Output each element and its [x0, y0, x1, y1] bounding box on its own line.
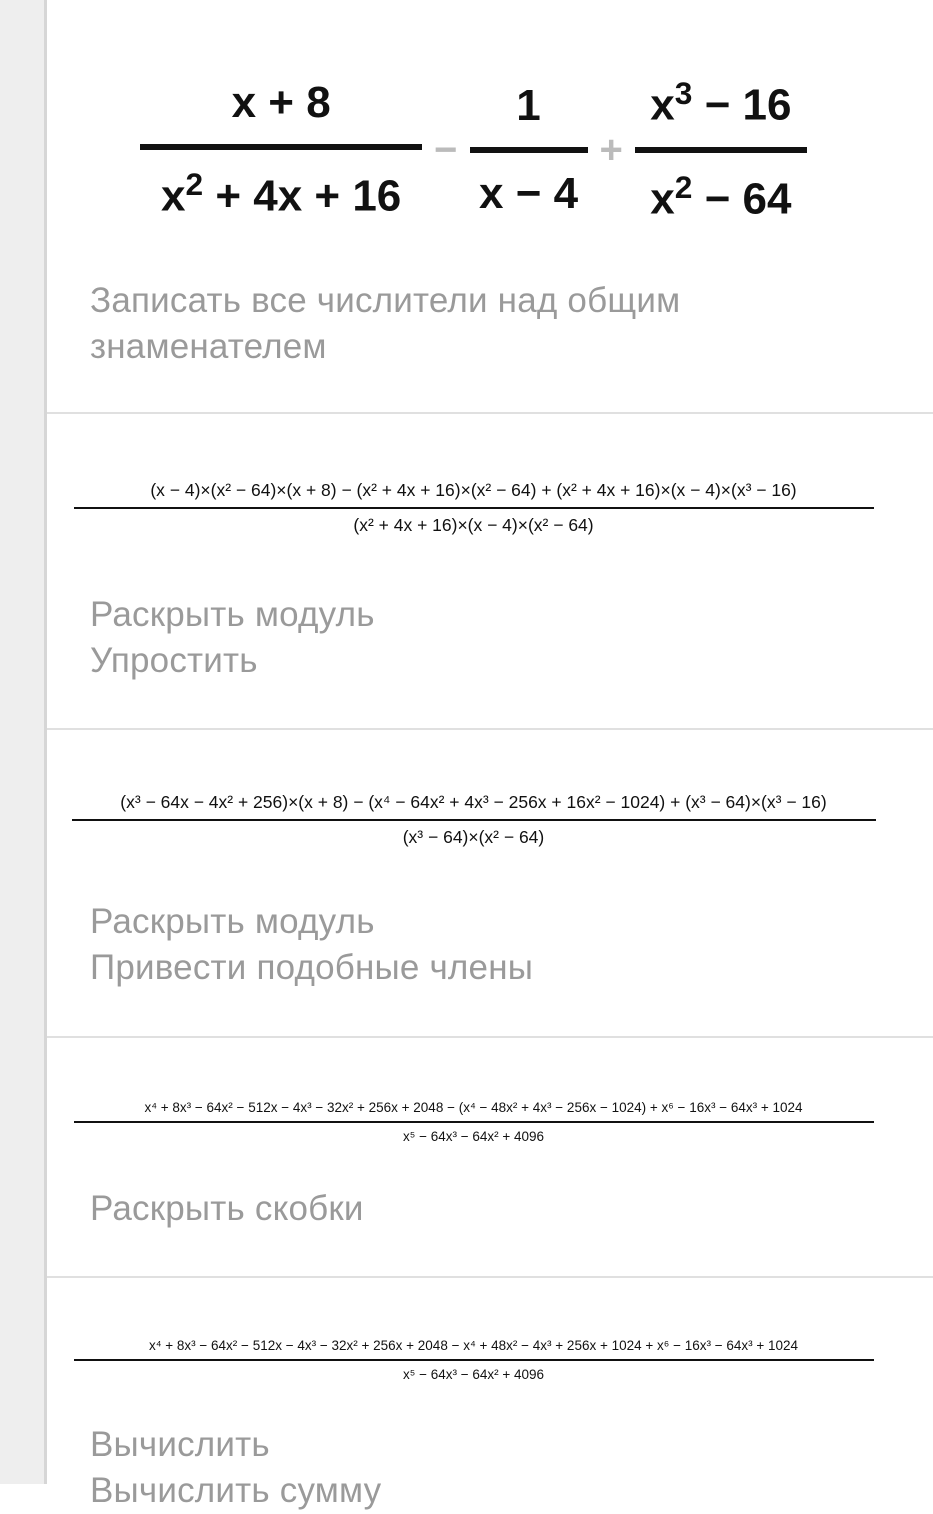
caption-line: Раскрыть скобки [90, 1189, 364, 1228]
caption-line: Раскрыть модуль [90, 902, 375, 941]
caption-line: Вычислить сумму [90, 1471, 382, 1510]
step5-caption [90, 1422, 893, 1514]
fraction-bar [470, 147, 588, 153]
fraction-denominator: x⁵ − 64x³ − 64x² + 4096 [402, 1367, 545, 1382]
caption-line: Записать все числители над общим [90, 281, 681, 320]
step2-fraction [74, 480, 874, 536]
step5-fraction [74, 1338, 874, 1382]
fraction-denominator: x − 4 [478, 169, 579, 218]
caption-line: Вычислить [90, 1425, 270, 1464]
step2-caption [90, 592, 893, 684]
step-divider [47, 1276, 933, 1278]
step1-caption [90, 278, 893, 370]
step-divider [47, 1036, 933, 1038]
fraction-denominator: (x³ − 64)×(x² − 64) [402, 827, 545, 847]
fraction-numerator: x + 8 [231, 78, 331, 128]
step3-expression [50, 770, 897, 870]
fraction-bar [74, 1121, 874, 1123]
step3-caption [90, 899, 893, 991]
fraction-bar [72, 819, 876, 821]
step-divider [47, 728, 933, 730]
plus-operator: + [599, 127, 623, 172]
step-divider [47, 412, 933, 414]
fraction-numerator: x⁴ + 8x³ − 64x² − 512x − 4x³ − 32x² + 256x + 2048 − (x⁴ − 48x² + 4x³ − 256x − 1024) + x⁶ − 16x³ − 64x³ + 1024 [144, 1100, 803, 1115]
step3-fraction [72, 792, 876, 848]
step1-fraction-2 [470, 81, 588, 219]
fraction-denominator: $x^2 - 64$ [650, 169, 792, 224]
caption-line: Привести подобные члены [90, 948, 534, 987]
step1-expression [50, 55, 897, 245]
fraction-numerator: (x³ − 64x − 4x² + 256)×(x + 8) − (x⁴ − 64x² + 4x³ − 256x + 16x² − 1024) + (x³ − 64)×(x³ − 16) [120, 792, 827, 812]
step2-expression [50, 458, 897, 558]
fraction-denominator: $x^2 + 4x + 16$ [161, 166, 402, 221]
fraction-denominator: x⁵ − 64x³ − 64x² + 4096 [402, 1129, 545, 1144]
step4-fraction [74, 1100, 874, 1144]
fraction-numerator: x⁴ + 8x³ − 64x² − 512x − 4x³ − 32x² + 256x + 2048 − x⁴ + 48x² − 4x³ + 256x + 1024 + x⁶ − 16x³ − 64x³ + 1024 [148, 1338, 799, 1353]
fraction-numerator: (x − 4)×(x² − 64)×(x + 8) − (x² + 4x + 16)×(x² − 64) + (x² + 4x + 16)×(x − 4)×(x³ − 16) [150, 480, 797, 500]
step5-expression [50, 1320, 897, 1400]
caption-line: Раскрыть модуль [90, 595, 375, 634]
step1-fraction-3 [635, 75, 807, 224]
fraction-bar [140, 144, 422, 150]
fraction-numerator: 1 [516, 81, 541, 130]
minus-operator: − [434, 127, 458, 172]
fraction-bar [74, 507, 874, 509]
step4-caption [90, 1186, 893, 1232]
left-rail [0, 0, 47, 1484]
fraction-bar [74, 1359, 874, 1361]
fraction-denominator: (x² + 4x + 16)×(x − 4)×(x² − 64) [353, 515, 594, 535]
caption-line: знаменателем [90, 327, 327, 366]
caption-line: Упростить [90, 641, 258, 680]
fraction-numerator: $x^3 - 16$ [650, 75, 792, 130]
fraction-bar [635, 147, 807, 153]
step4-expression [50, 1082, 897, 1162]
step1-fraction-1 [140, 78, 422, 222]
